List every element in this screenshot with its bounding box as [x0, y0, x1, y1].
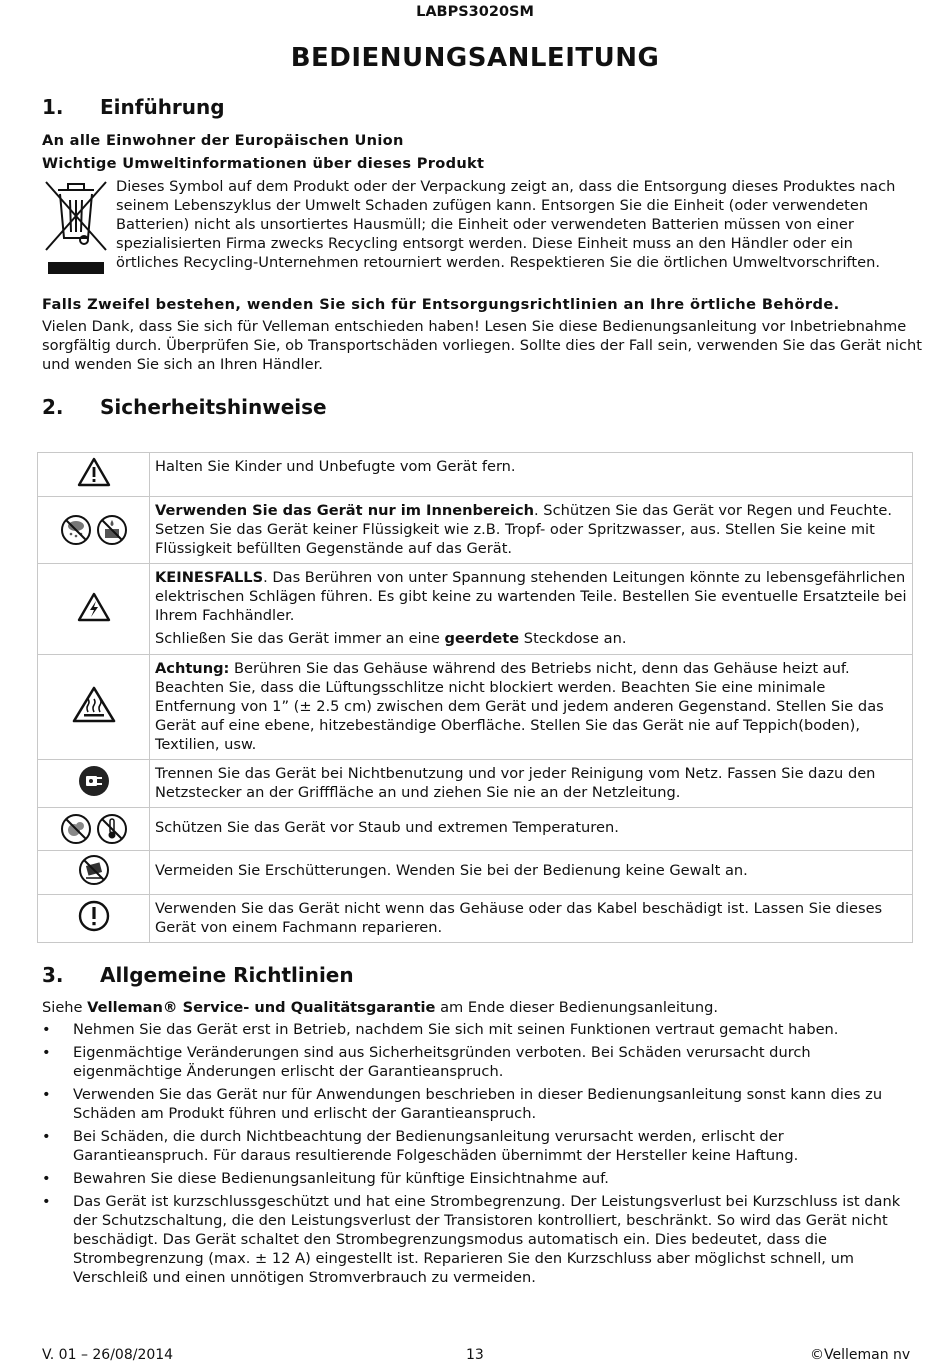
footer-copyright: ©Velleman nv — [810, 1347, 911, 1363]
exclamation-circle-icon — [78, 900, 110, 932]
unplug-icon — [77, 764, 111, 798]
safety-row — [38, 453, 913, 497]
safety-text — [155, 568, 908, 625]
safety-table — [37, 452, 913, 943]
safety-text-bold: KEINESFALLS — [155, 569, 264, 586]
document-title: BEDIENUNGSANLEITUNG — [290, 43, 660, 73]
safety-text-rest: Berühren Sie das Gehäuse während des Betriebs nicht, denn das Gehäuse heizt auf. Beachten Sie, dass die Lüftungsschlitze nicht blockiert werden. Beachten Sie eine minimale Entfernung von 1” (± 2.5 cm) zwischen dem Gerät und jedem anderen Gegenstand. Stellen Sie das Gerät auf eine ebene, hitzebeständige Oberfläche. Stellen Sie das Gerät nie auf Teppich(boden), Textilien, usw. — [155, 660, 884, 753]
safety-row — [38, 497, 913, 564]
safety-text-bold: Achtung: — [155, 660, 230, 677]
section-number: 2. — [42, 395, 64, 419]
no-shock-icon — [78, 854, 110, 886]
weee-bin-icon — [44, 178, 108, 278]
list-item: • Nehmen Sie das Gerät erst in Betrieb, nachdem Sie sich mit seinen Funktionen vertraut gemacht haben. — [42, 1021, 839, 1038]
list-item: • Eigenmächtige Veränderungen sind aus Sicherheitsgründen verboten. Bei Schäden verursacht durch eigenmächtige Änderungen erlischt der Garantieanspruch. — [42, 1044, 811, 1080]
electric-shock-icon — [77, 592, 111, 622]
safety-text-bold: Verwenden Sie das Gerät nur im Innenbereich — [155, 502, 535, 519]
thanks-paragraph: Vielen Dank, dass Sie sich für Velleman entschieden haben! Lesen Sie diese Bedienungsanleitung vor Inbetriebnahme sorgfältig durch. Überprüfen Sie, ob Transportschäden vorliegen. Sollte dies der Fall sein, verwenden Sie das Gerät nicht und wenden Sie sich an Ihren Händler. — [42, 318, 922, 373]
safety-row — [38, 851, 913, 895]
section-title: Sicherheitshinweise — [100, 395, 327, 419]
no-rain-icon — [60, 514, 92, 546]
guarantee-intro: Siehe Velleman® Service- und Qualitätsgarantie am Ende dieser Bedienungsanleitung. — [42, 999, 719, 1016]
guarantee-bold: Velleman® Service- und Qualitätsgarantie — [87, 999, 436, 1016]
section-title: Allgemeine Richtlinien — [100, 963, 354, 987]
doubt-notice: Falls Zweifel bestehen, wenden Sie sich für Entsorgungsrichtlinien an Ihre örtliche Behörde. — [42, 296, 840, 313]
safety-row — [38, 655, 913, 760]
safety-text: Trennen Sie das Gerät bei Nichtbenutzung und vor jeder Reinigung vom Netz. Fassen Sie dazu den Netzstecker an der Grifffläche an und ziehen Sie nie an der Netzleitung. — [155, 765, 876, 801]
safety-row — [38, 895, 913, 943]
safety-text — [155, 501, 908, 558]
footer-version: V. 01 – 26/08/2014 — [42, 1347, 174, 1363]
safety-row — [38, 808, 913, 851]
safety-text-rest: . Schützen Sie das Gerät vor Regen und Feuchte. Setzen Sie das Gerät keiner Flüssigkeit wie z.B. Tropf- oder Spritzwasser, aus. Stellen Sie keine mit Flüssigkeit befüllten Gegenstände auf das Gerät. — [155, 502, 892, 557]
list-item: • Das Gerät ist kurzschlussgeschützt und hat eine Strombegrenzung. Der Leistungsverlust bei Kurzschluss ist dank der Schutzschaltung, die den Leistungsverlust der Transistoren kontrolliert, beschränkt. So wird das Gerät nicht beschädigt. Das Gerät schaltet den Strombegrenzungsmodus automatisch ein. Dies bedeutet, dass die Strombegrenzung (max. ± 12 A) eingestellt ist. Reparieren Sie den Kurzschluss aber möglichst schnell, um Verschleiß und einen unnötigen Stromverbrauch zu vermeiden. — [42, 1193, 901, 1286]
no-liquid-icon — [96, 514, 128, 546]
safety-text: Verwenden Sie das Gerät nicht wenn das Gehäuse oder das Kabel beschädigt ist. Lassen Sie dieses Gerät von einem Fachmann reparieren. — [155, 900, 883, 936]
guidelines-list — [42, 1020, 912, 1291]
safety-row — [38, 760, 913, 808]
section-1-heading — [42, 94, 225, 120]
safety-text — [155, 659, 908, 754]
no-extreme-temperature-icon — [96, 813, 128, 845]
section-number: 1. — [42, 95, 64, 119]
list-item: • Bei Schäden, die durch Nichtbeachtung der Bedienungsanleitung verursacht werden, erlischt der Garantieanspruch. Für daraus resultierende Folgeschäden übernimmt der Hersteller keine Haftung. — [42, 1128, 799, 1164]
safety-row — [38, 564, 913, 655]
model-number: LABPS3020SM — [416, 4, 534, 20]
safety-text: Vermeiden Sie Erschütterungen. Wenden Sie bei der Bedienung keine Gewalt an. — [155, 862, 748, 879]
warning-triangle-icon — [77, 457, 111, 487]
no-dust-icon — [60, 813, 92, 845]
section-2-heading — [42, 394, 327, 420]
safety-text-rest: . Das Berühren von unter Spannung stehenden Leitungen könnte zu lebensgefährlichen elektrischen Schlägen führen. Es gibt keine zu wartenden Teile. Bestellen Sie eventuelle Ersatzteile bei Ihrem Fachhändler. — [155, 569, 907, 624]
environment-subheading: Wichtige Umweltinformationen über dieses Produkt — [42, 155, 485, 172]
safety-text: Halten Sie Kinder und Unbefugte vom Gerät fern. — [155, 458, 516, 475]
weee-paragraph: Dieses Symbol auf dem Produkt oder der Verpackung zeigt an, dass die Entsorgung dieses Produktes nach seinem Lebenszyklus der Umwelt Schaden zufügen kann. Entsorgen Sie die Einheit (oder verwendeten Batterien) nicht als unsortiertes Hausmüll; die Einheit oder verwendeten Batterien müssen von einer spezialisierten Firma zwecks Recycling entsorgt werden. Diese Einheit muss an den Händler oder ein örtliches Recycling-Unternehmen retourniert werden. Respektieren Sie die örtlichen Umweltvorschriften. — [116, 178, 896, 271]
section-number: 3. — [42, 963, 64, 987]
section-title: Einführung — [100, 95, 225, 119]
footer-page-number: 13 — [466, 1347, 484, 1363]
list-item: • Bewahren Sie diese Bedienungsanleitung für künftige Einsichtnahme auf. — [42, 1170, 609, 1187]
safety-text: Schützen Sie das Gerät vor Staub und extremen Temperaturen. — [155, 819, 619, 836]
list-item: • Verwenden Sie das Gerät nur für Anwendungen beschrieben in dieser Bedienungsanleitung sonst kann dies zu Schäden am Produkt führen und erlischt der Garantieanspruch. — [42, 1086, 883, 1122]
eu-subheading: An alle Einwohner der Europäischen Union — [42, 132, 404, 149]
hot-surface-icon — [72, 686, 116, 724]
safety-text-grounding: Schließen Sie das Gerät immer an eine geerdete Steckdose an. — [155, 630, 627, 647]
section-3-heading — [42, 962, 354, 988]
